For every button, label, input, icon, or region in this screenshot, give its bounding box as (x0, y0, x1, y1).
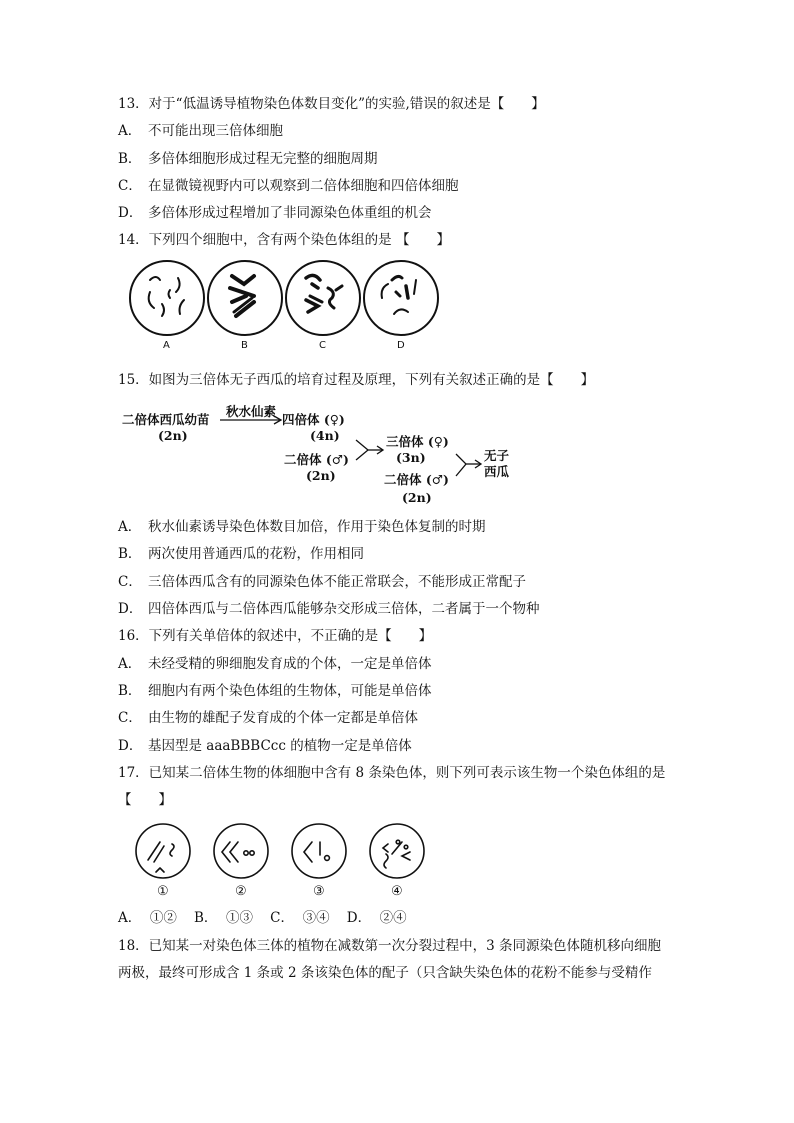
cell-a-circle (130, 261, 204, 335)
chromosome (162, 304, 164, 316)
chromosome (325, 856, 330, 861)
cell-c-label: C (319, 340, 326, 350)
q14-cell-figures (120, 258, 450, 350)
chromosome (402, 852, 410, 860)
cross-bracket-2 (456, 454, 466, 476)
chromosome (336, 286, 342, 290)
option-letter: C． (118, 574, 142, 590)
tetraploid-ploidy: (4n) (310, 428, 340, 443)
chromosome (382, 284, 388, 298)
option-letter: B． (118, 151, 142, 167)
chromosome (176, 278, 180, 292)
option-text: 由生物的雄配子发育成的个体一定都是单倍体 (148, 710, 418, 726)
cell-4-label: ④ (391, 884, 403, 898)
chromosome (150, 277, 160, 280)
diploid-male-1-label: 二倍体 (♂) (284, 452, 349, 467)
option-text: 多倍体细胞形成过程无完整的细胞周期 (148, 151, 378, 167)
q15-option-c (118, 572, 526, 592)
option-text: 基因型是 aaaBBBCcc 的植物一定是单倍体 (148, 738, 412, 754)
chromosome (232, 276, 254, 284)
chromosome (392, 276, 402, 280)
triploid-label: 三倍体 (♀) (386, 434, 449, 449)
q14-stem: 14．下列四个细胞中，含有两个染色体组的是 【 】 (118, 232, 450, 248)
q13-option-a (118, 121, 283, 141)
cell-3-label: ③ (313, 884, 325, 898)
cross-bracket-1 (356, 440, 368, 460)
q16-option-d (118, 736, 412, 756)
q15-option-d (118, 599, 540, 619)
chromosome (396, 292, 400, 296)
option-letter: B． (118, 546, 142, 562)
cell-3-circle (292, 824, 346, 878)
chromosome (230, 288, 254, 296)
chromosome (232, 296, 246, 302)
treatment-label: 秋水仙素 (226, 404, 277, 419)
cell-d-circle (364, 261, 438, 335)
chromosome (394, 309, 408, 314)
option-text: 秋水仙素诱导染色体数目加倍，作用于染色体复制的时期 (148, 519, 486, 535)
chromosome (306, 300, 318, 312)
chromosome (244, 851, 248, 855)
option-letter: A． (118, 123, 142, 139)
q17-cell-figures (130, 822, 430, 898)
triploid-ploidy: (3n) (396, 450, 426, 465)
cell-a-label: A (163, 340, 170, 350)
chromosome (328, 288, 334, 308)
q13-option-c (118, 176, 459, 196)
q17-answer-choices: A． ①② B． ①③ C． ③④ D． ②④ (118, 910, 407, 926)
chromosome (149, 292, 154, 308)
cell-c-circle (286, 261, 360, 335)
chromosome (306, 275, 320, 280)
q17-stem-line-2: 【 】 (118, 792, 172, 808)
option-letter: A． (118, 656, 142, 672)
chromosome (414, 280, 416, 294)
option-letter: B． (118, 683, 142, 699)
chromosome (383, 844, 388, 868)
cell-d-label: D (397, 340, 405, 350)
option-letter: C． (118, 178, 142, 194)
option-text: 多倍体形成过程增加了非同源染色体重组的机会 (148, 205, 432, 221)
diploid-male-2-label: 二倍体 (♂) (384, 472, 449, 487)
seedling-label: 二倍体西瓜幼苗 (122, 412, 210, 427)
cell-2-label: ② (235, 884, 247, 898)
cell-1-label: ① (157, 884, 169, 898)
chromosome (169, 290, 171, 298)
option-text: 不可能出现三倍体细胞 (148, 123, 283, 139)
q13-stem: 13．对于“低温诱导植物染色体数目变化”的实验,错误的叙述是【 】 (118, 96, 545, 112)
q17-stem-line-1: 17．已知某二倍体生物的体细胞中含有 8 条染色体，则下列可表示该生物一个染色体组的是 (118, 765, 666, 781)
option-text: 在显微镜视野内可以观察到二倍体细胞和四倍体细胞 (148, 178, 459, 194)
option-text: 三倍体西瓜含有的同源染色体不能正常联会，不能形成正常配子 (148, 574, 526, 590)
option-text: 细胞内有两个染色体组的生物体，可能是单倍体 (148, 683, 432, 699)
cell-b-label: B (241, 340, 248, 350)
q15-option-a (118, 517, 486, 537)
q13-option-b (118, 149, 378, 169)
option-text: 未经受精的卵细胞发育成的个体，一定是单倍体 (148, 656, 432, 672)
chromosome (230, 842, 238, 862)
chromosome (250, 851, 254, 855)
q15-stem: 15．如图为三倍体无子西瓜的培育过程及原理，下列有关叙述正确的是【 】 (118, 372, 595, 388)
q16-option-c (118, 708, 418, 728)
chromosome (396, 840, 400, 844)
option-text: 两次使用普通西瓜的花粉，作用相同 (148, 546, 364, 562)
chromosome (222, 842, 230, 862)
q15-option-b (118, 544, 364, 564)
q18-line-1: 18．已知某一对染色体三体的植物在减数第一次分裂过程中，3 条同源染色体随机移向细胞 (118, 938, 662, 954)
q16-option-b (118, 681, 432, 701)
option-letter: C． (118, 710, 142, 726)
option-letter: D． (118, 601, 143, 617)
q16-option-a (118, 654, 432, 674)
option-letter: A． (118, 519, 142, 535)
q16-stem: 16．下列有关单倍体的叙述中，不正确的是【 】 (118, 628, 433, 644)
cell-4-circle (370, 824, 424, 878)
q15-breeding-diagram (120, 404, 540, 508)
chromosome (170, 844, 174, 856)
chromosome (156, 868, 164, 872)
chromosome (312, 284, 318, 288)
q18-line-2: 两极，最终可形成含 1 条或 2 条该染色体的配子（只含缺失染色体的花粉不能参与受精作 (118, 965, 652, 981)
q13-option-d (118, 203, 432, 223)
seedling-ploidy: (2n) (158, 428, 188, 443)
option-text: 四倍体西瓜与二倍体西瓜能够杂交形成三倍体，二者属于一个物种 (148, 601, 540, 617)
diploid-male-1-ploidy: (2n) (306, 468, 336, 483)
option-letter: D． (118, 205, 143, 221)
tetraploid-label: 四倍体 (♀) (282, 412, 345, 427)
chromosome (404, 845, 408, 849)
chromosome (148, 842, 160, 860)
option-letter: D． (118, 738, 143, 754)
chromosome (180, 300, 185, 314)
result-line-2: 西瓜 (484, 464, 510, 479)
result-line-1: 无子 (484, 448, 510, 463)
diploid-male-2-ploidy: (2n) (402, 490, 432, 505)
chromosome (304, 842, 312, 862)
chromosome (406, 286, 408, 298)
